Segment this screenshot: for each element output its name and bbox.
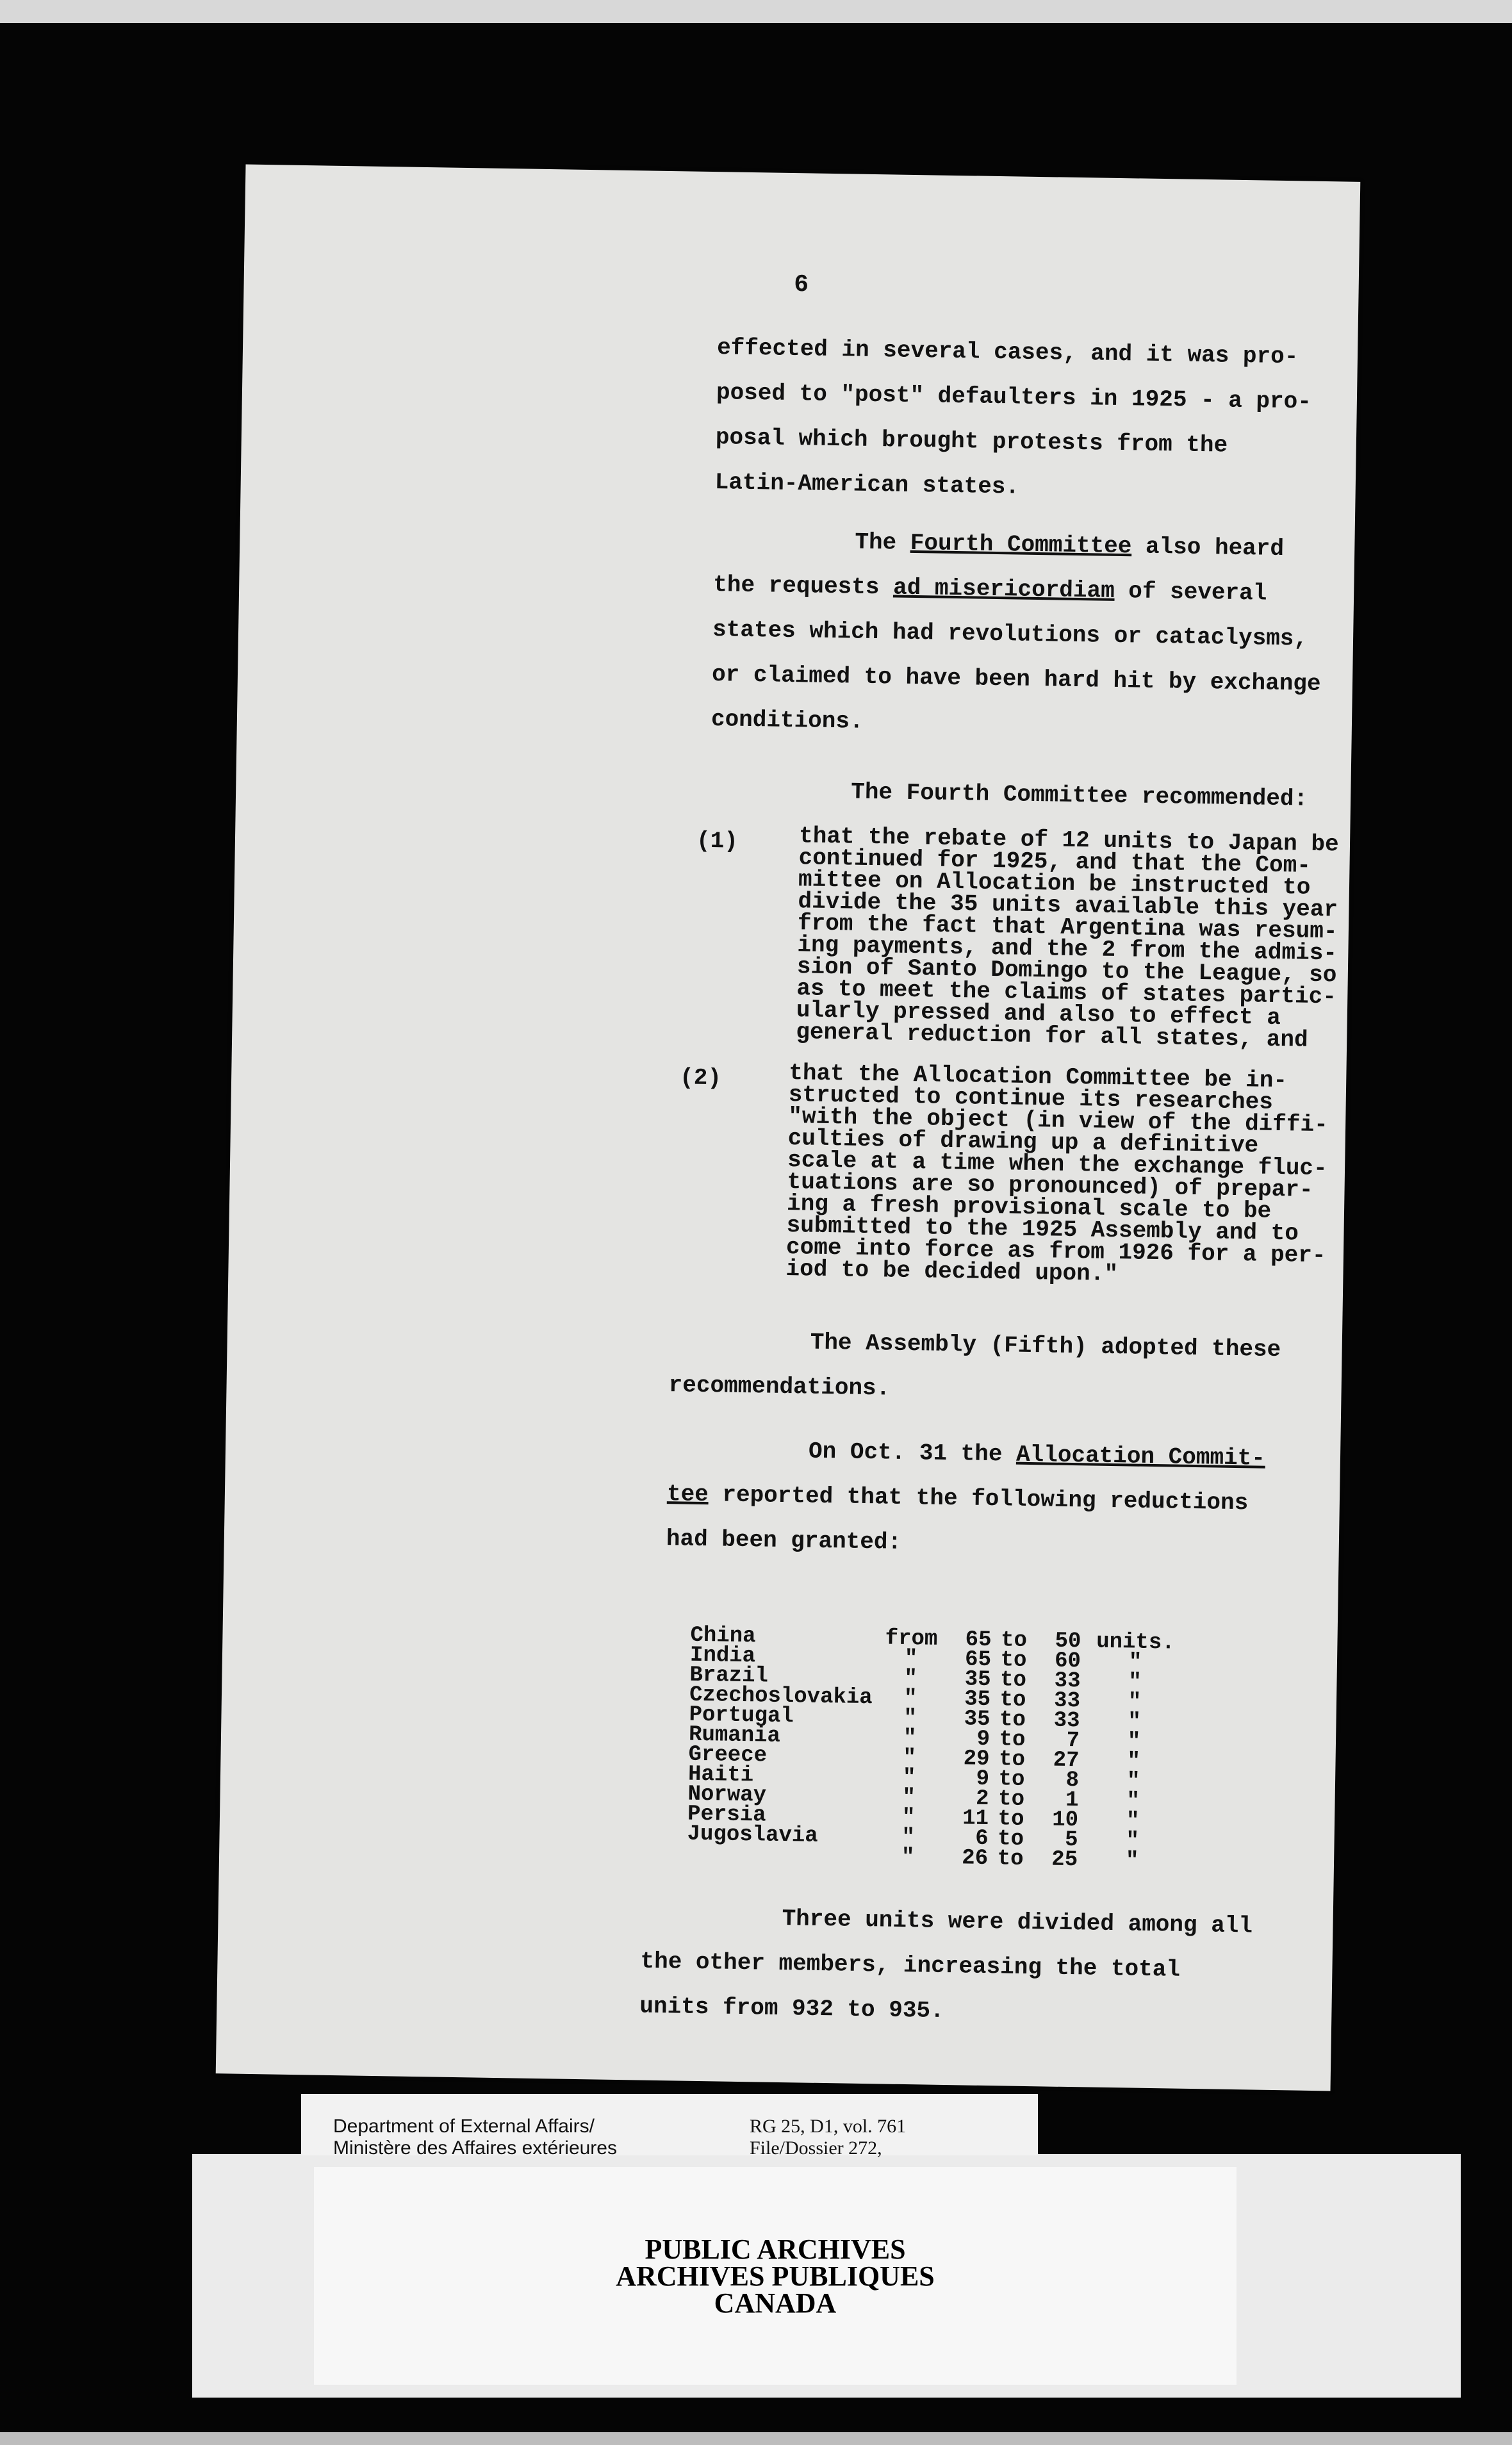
reduction-a: 35 (964, 1707, 990, 1733)
reduction-unit: " (1127, 1709, 1141, 1734)
reduction-unit: " (1128, 1670, 1142, 1695)
reduction-country: Rumania (688, 1722, 781, 1749)
reduction-b: 33 (1053, 1708, 1080, 1734)
reduction-to: to (997, 1847, 1024, 1872)
reduction-country (687, 1845, 873, 1868)
file-reference (750, 2116, 906, 2159)
reduction-a: 35 (964, 1687, 991, 1713)
reduction-a: 65 (964, 1647, 992, 1673)
reduction-from: " (904, 1646, 918, 1672)
reduction-unit: " (1127, 1749, 1141, 1774)
document-page (216, 165, 1361, 2091)
reduction-b: 27 (1053, 1748, 1080, 1774)
paragraph-fourth-committee-requests (711, 518, 1323, 752)
reduction-country: Portugal (689, 1702, 794, 1729)
reduction-unit: " (1126, 1789, 1140, 1814)
reduction-to: to (999, 1708, 1026, 1733)
reduction-unit: " (1126, 1769, 1140, 1794)
reduction-b: 10 (1051, 1807, 1079, 1833)
reduction-to: to (999, 1688, 1026, 1713)
reduction-b: 25 (1051, 1847, 1078, 1873)
reduction-from: " (901, 1845, 915, 1870)
reduction-country: Czechoslovakia (689, 1683, 873, 1711)
reduction-from: " (904, 1666, 918, 1692)
reduction-country: India (689, 1643, 756, 1669)
archive-reference-label (301, 2094, 1038, 2159)
paragraph-assembly-adopted (668, 1318, 1281, 1417)
reductions-table (687, 1623, 1190, 1873)
reduction-unit: units. (1096, 1629, 1175, 1656)
reduction-from: " (901, 1825, 916, 1850)
reduction-a: 11 (962, 1806, 989, 1832)
reduction-b: 33 (1054, 1668, 1081, 1694)
page-number: 6 (793, 270, 809, 299)
archive-stamp-line1: PUBLIC ARCHIVES (645, 2234, 906, 2265)
reduction-to: to (998, 1767, 1025, 1792)
assembly-adopted-text: The Assembly (Fifth) adopted these recommendations. (668, 1329, 1281, 1402)
reduction-b: 1 (1065, 1788, 1079, 1813)
reduction-a: 9 (976, 1727, 990, 1752)
reduction-country: Greece (688, 1742, 768, 1768)
reduction-unit: " (1125, 1848, 1139, 1873)
reduction-a: 2 (975, 1786, 989, 1812)
reduction-to: to (998, 1807, 1024, 1832)
reduction-unit: " (1126, 1809, 1140, 1834)
reduction-country: Norway (687, 1782, 767, 1808)
reduction-from: " (903, 1725, 917, 1751)
reduction-unit: " (1126, 1829, 1140, 1854)
record-group-line: RG 25, D1, vol. 761 (750, 2116, 907, 2137)
para2-mid: also heard the requests (712, 533, 1285, 601)
reduction-from: " (903, 1706, 917, 1731)
reduction-a: 9 (976, 1766, 990, 1792)
reduction-b: 5 (1064, 1827, 1078, 1853)
paragraph-three-units (639, 1895, 1253, 2039)
reduction-b: 60 (1054, 1649, 1081, 1674)
reduction-from: from (885, 1626, 938, 1652)
reduction-country: China (690, 1623, 756, 1649)
reduction-country: Brazil (689, 1663, 769, 1689)
para2-post: of several states which had revolutions or cataclysms, or claimed to have been hard hit by exchange conditions. (711, 577, 1321, 735)
reduction-to: to (998, 1747, 1026, 1772)
reduction-b: 7 (1066, 1728, 1080, 1754)
reduction-to: to (999, 1727, 1026, 1752)
reduction-to: to (997, 1827, 1024, 1852)
archive-stamp-line2: ARCHIVES PUBLIQUES (616, 2260, 935, 2292)
paragraph-default-proposal: effected in several cases, and it was pro- posed to "post" defaulters in 1925 - a pro- posal which brought protests from the Latin-American states. (714, 334, 1312, 500)
recommendation-2-number: (2) (679, 1064, 722, 1092)
archive-card-inner (314, 2167, 1237, 2385)
reduction-from: " (902, 1765, 916, 1791)
department-line-fr: Ministère des Affaires extérieures (333, 2137, 617, 2159)
file-dossier-line: File/Dossier 272, (750, 2137, 882, 2159)
reduction-from: " (903, 1686, 917, 1711)
reduction-a: 26 (962, 1846, 989, 1872)
reduction-from: " (903, 1745, 917, 1771)
department-line-en: Department of External Affairs/ (333, 2116, 595, 2137)
paragraph-allocation-report (666, 1427, 1265, 1571)
department-name (333, 2116, 617, 2159)
reduction-unit: " (1127, 1729, 1141, 1754)
archive-card (192, 2154, 1461, 2398)
film-bottom-edge (0, 2432, 1512, 2445)
reduction-a: 6 (974, 1826, 989, 1852)
para5-post: reported that the following reductions had been granted: (666, 1481, 1249, 1556)
para2-pre: The (855, 529, 911, 556)
reduction-from: " (901, 1805, 916, 1831)
fourth-committee-term: Fourth Committee (910, 529, 1132, 560)
reduction-country: Persia (687, 1802, 766, 1828)
recommendation-2-text: that the Allocation Committee be in- structed to continue its researches "with the object (in view of the diffi- culties of drawing up a definitive scale at a time when the exchange fluc- tuations are so pronounced) of prepar- ing a fresh provisional scale to be submitted to the 1925 Assembly and to come into force as from 1926 for a per- iod to be decided upon." (785, 1060, 1329, 1288)
reduction-b: 33 (1053, 1688, 1081, 1714)
reduction-country: Haiti (687, 1762, 754, 1788)
reduction-unit: " (1128, 1650, 1142, 1675)
three-units-text: Three units were divided among all the other members, increasing the total units from 932 to 935. (639, 1906, 1253, 2024)
recommendation-1-text: that the rebate of 12 units to Japan be continued for 1925, and that the Com- mittee on Allocation be instructed to divide the 35 units available this year from the fact that Argentina was resum- ing payments, and the 2 from the admis- sion of Santo Domingo to the League, so as to meet the claims of states partic- ularly pressed and also to effect a general reduction for all states, and (796, 823, 1339, 1053)
reduction-b: 50 (1055, 1629, 1081, 1654)
archive-stamp-line3: CANADA (714, 2287, 837, 2319)
misericordiam-term: ad misericordiam (892, 574, 1115, 604)
reduction-from: " (902, 1785, 916, 1811)
reduction-to: to (1000, 1628, 1028, 1653)
reduction-unit: " (1128, 1690, 1142, 1715)
reduction-to: to (998, 1787, 1025, 1812)
allocation-committee-term: Allocation Commit- tee (666, 1441, 1266, 1508)
reduction-to: to (1000, 1648, 1027, 1673)
reduction-country: Jugoslavia (687, 1822, 818, 1848)
film-top-edge (0, 0, 1512, 23)
archive-stamp (314, 2236, 1237, 2317)
reduction-a: 29 (963, 1747, 990, 1772)
reduction-to: to (999, 1668, 1027, 1693)
reduction-a: 65 (965, 1627, 992, 1653)
recommendation-1-number: (1) (696, 827, 739, 855)
reduction-a: 35 (964, 1667, 991, 1693)
para5-pre: On Oct. 31 the (808, 1438, 1017, 1468)
reduction-b: 8 (1065, 1768, 1080, 1793)
paragraph-recommended: The Fourth Committee recommended: (850, 778, 1308, 812)
